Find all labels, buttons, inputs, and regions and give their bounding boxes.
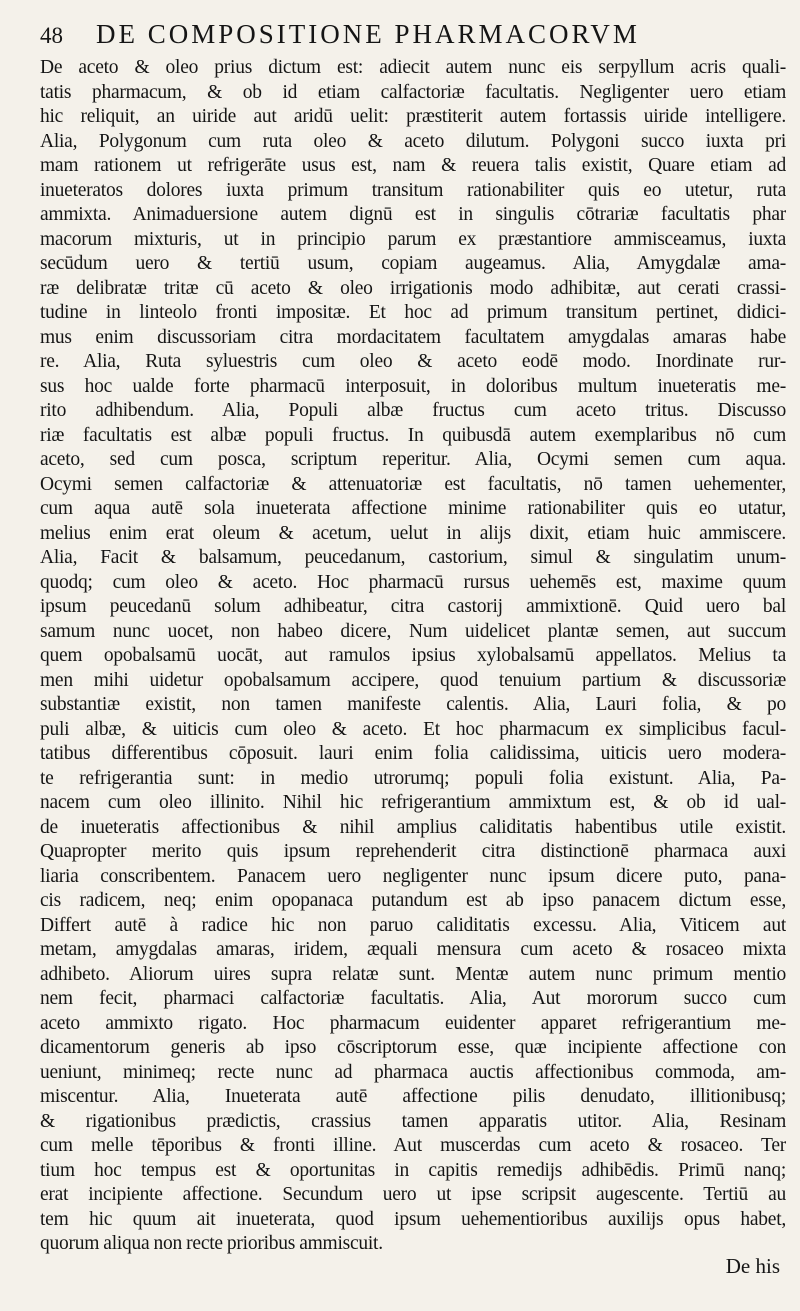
body-text [40,56,786,1257]
text-line: secūdum uero & tertiū usum, copiam augeamus. Alia, Amygdalæ ama- [40,253,786,274]
running-head-title: DE COMPOSITIONE PHARMACORVM [96,19,640,49]
text-line: nem fecit, pharmaci calfactoriæ facultatis. Alia, Aut mororum succo cum [40,988,786,1009]
text-line: Ocymi semen calfactoriæ & attenuatoriæ est facultatis, nō tamen uehementer, [40,473,786,495]
text-line: mus enim discussoriam citra mordacitatem facultatem amygdalas amaras habe [40,326,786,348]
text-line: liaria conscribentem. Panacem uero negligenter nunc ipsum dicere puto, pana- [40,865,786,887]
text-line: dicamentorum generis ab ipso cōscriptorum esse, quæ incipiente affectione con [40,1037,786,1058]
catchword: De his [725,1254,780,1278]
text-line: cis radicem, neq; enim opopanaca putandum est ab ipso panacem dictum esse, [40,890,786,911]
text-line: samum nunc uocet, non habeo dicere, Num uidelicet plantæ semen, aut succum [40,620,786,642]
text-line: substantiæ existit, non tamen manifeste calentis. Alia, Lauri folia, & po [40,694,786,715]
text-line: te refrigerantia sunt: in medio utrorumq; populi folia existunt. Alia, Pa- [40,767,786,789]
text-line: nacem cum oleo illinito. Nihil hic refrigerantium ammixtum est, & ob id ual- [40,792,786,813]
text-line: ueniunt, minimeq; recte nunc ad pharmaca auctis affectionibus commoda, am- [40,1061,786,1083]
text-line: re. Alia, Ruta syluestris cum oleo & aceto eodē modo. Inordinate rur- [40,351,786,372]
text-line: inueteratos dolores iuxta primum transitum rationabiliter quis eo utetur, ruta [40,179,786,201]
text-line: aceto, sed cum posca, scriptum reperitur. Alia, Ocymi semen cum aqua. [40,449,786,470]
text-line: rito adhibendum. Alia, Populi albæ fructus cum aceto tritus. Discusso [40,400,786,421]
text-line: mam rationem ut refrigerāte usus est, nam & reuera talis existit, Quare etiam ad [40,155,786,176]
text-line: tatibus differentibus cōposuit. lauri enim folia calidissima, uiticis uero modera- [40,743,786,764]
text-line: macorum mixturis, ut in principio parum ex præstantiore ammisceamus, iuxta [40,228,786,250]
text-line: quodq; cum oleo & aceto. Hoc pharmacū rursus uehemēs est, maxime quum [40,571,786,593]
text-line: quem opobalsamū uocāt, aut ramulos ipsius xylobalsamū appellatos. Melius ta [40,645,786,666]
text-line: sus hoc ualde forte pharmacū interposuit, in doloribus multum inueteratis me- [40,375,786,397]
text-line: aceto ammixto rigato. Hoc pharmacum euidenter apparet refrigerantium me- [40,1012,786,1034]
text-line: tatis pharmacum, & ob id etiam calfactoriæ facultatis. Negligenter uero etiam [40,81,786,103]
text-line: ipsum peucedanū solum adhibeatur, citra castorij ammixtionē. Quid uero bal [40,596,786,617]
text-line: metam, amygdalas amaras, iridem, æquali mensura cum aceto & rosaceo mixta [40,939,786,960]
text-line: ammixta. Animaduersione autem dignū est in singulis cōtrariæ facultatis phar [40,204,786,225]
text-line: de inueteratis affectionibus & nihil amplius caliditatis habentibus utile existit. [40,816,786,838]
text-line: Alia, Polygonum cum ruta oleo & aceto dilutum. Polygoni succo iuxta pri [40,130,786,152]
text-line: hic reliquit, an uiride aut aridū uelit: præstiterit autem fortassis uiride intelligere. [40,106,786,127]
text-line: riæ facultatis est albæ populi fructus. In quibusdā autem exemplaribus nō cum [40,424,786,446]
text-line: erat incipiente affectione. Secundum uero ut ipse scripsit augescente. Tertiū au [40,1184,786,1205]
running-head [40,18,786,50]
text-line: cum melle tēporibus & fronti illine. Aut muscerdas cum aceto & rosaceo. Ter [40,1135,786,1156]
text-line: puli albæ, & uiticis cum oleo & aceto. Et hoc pharmacum ex simplicibus facul- [40,718,786,740]
text-line: ræ delibratæ tritæ cū aceto & oleo irrigationis modo adhibitæ, aut cerati crassi- [40,277,786,299]
text-line: tem hic quum ait inueterata, quod ipsum uehementioribus auxilijs opus habet, [40,1208,786,1230]
text-line: tium hoc tempus est & oportunitas in capitis remedijs adhibēdis. Primū nanq; [40,1159,786,1181]
text-line: men mihi uidetur opobalsamum accipere, quod tenuium partium & discussoriæ [40,669,786,691]
text-line: adhibeto. Aliorum uires supra relatæ sunt. Mentæ autem nunc primum mentio [40,963,786,985]
page-number: 48 [40,23,63,48]
text-line: De aceto & oleo prius dictum est: adiecit autem nunc eis serpyllum acris quali- [40,57,786,78]
text-line: Alia, Facit & balsamum, peucedanum, castorium, simul & singulatim unum- [40,547,786,568]
text-line: & rigationibus prædictis, crassius tamen apparatis utitor. Alia, Resinam [40,1110,786,1132]
text-line: Quapropter merito quis ipsum reprehenderit citra distinctionē pharmaca auxi [40,841,786,862]
text-line: Differt autē à radice hic non paruo caliditatis excessu. Alia, Viticem aut [40,914,786,936]
text-line: tudine in linteolo fronti impositæ. Et hoc ad primum transitum pertinet, didici- [40,302,786,323]
text-line: cum aqua autē sola inueterata affectione minime rationabiliter quis eo utatur, [40,498,786,519]
text-line: melius enim erat oleum & acetum, uelut in alijs dixit, etiam huic ammiscere. [40,522,786,544]
text-line: miscentur. Alia, Inueterata autē affectione pilis denudato, illitionibusq; [40,1086,786,1107]
text-line: quorum aliqua non recte prioribus ammiscuit. [40,1233,383,1254]
